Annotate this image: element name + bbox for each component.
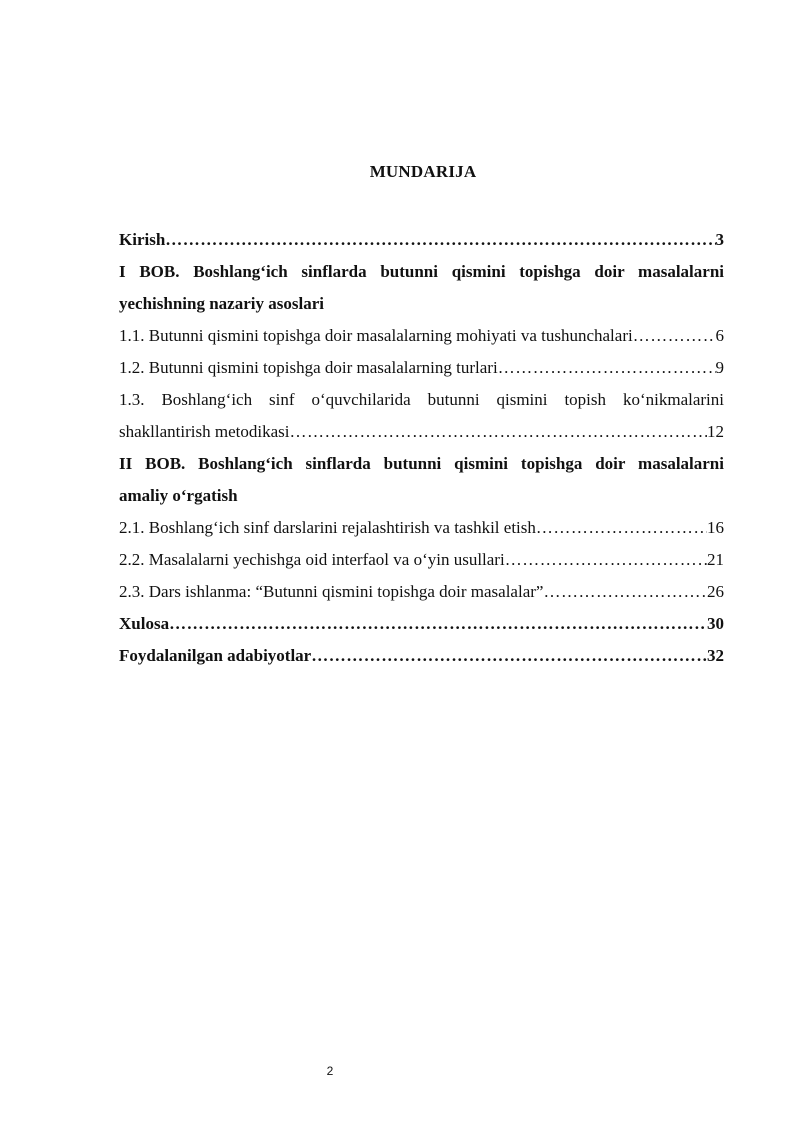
toc-entry-page: 9	[715, 358, 724, 377]
page-title: MUNDARIJA	[369, 162, 477, 181]
toc-section-1-3-line-1[interactable]: 1.3. Boshlang‘ich sinf o‘quvchilarida butunni qismini topish ko‘nikmalarini	[119, 390, 724, 409]
toc-entry-label: 2.2. Masalalarni yechishga oid interfaol va o‘yin usullari	[119, 550, 505, 569]
leader-dots	[633, 320, 716, 352]
toc-entry-page: 6	[715, 326, 724, 345]
toc-chapter-2-line-2[interactable]: amaliy o‘rgatish	[119, 486, 238, 505]
page-number: 2	[326, 1064, 334, 1078]
toc-entry-label: 2.1. Boshlang‘ich sinf darslarini rejalashtirish va tashkil etish	[119, 518, 536, 537]
toc-entry-kirish[interactable]	[119, 224, 724, 256]
leader-dots	[505, 544, 707, 576]
toc-entry-xulosa[interactable]	[119, 608, 724, 640]
leader-dots	[169, 608, 707, 640]
toc-entry-label: Foydalanilgan adabiyotlar	[119, 646, 312, 665]
toc-chapter-1-line-1[interactable]: I BOB. Boshlang‘ich sinflarda butunni qismini topishga doir masalalarni	[119, 262, 724, 281]
leader-dots	[289, 416, 707, 448]
toc-entry-label: 1.1. Butunni qismini topishga doir masalalarning mohiyati va tushunchalari	[119, 326, 633, 345]
toc-entry-page: 12	[707, 422, 724, 441]
toc-section-1-3-line-2[interactable]	[119, 416, 724, 448]
table-of-contents	[119, 224, 724, 672]
leader-dots	[536, 512, 707, 544]
toc-entry-label: 2.3. Dars ishlanma: “Butunni qismini topishga doir masalalar”	[119, 582, 544, 601]
leader-dots	[311, 640, 707, 672]
toc-section-1-1[interactable]	[119, 320, 724, 352]
leader-dots	[498, 352, 716, 384]
leader-dots	[165, 224, 715, 256]
toc-entry-adabiyotlar[interactable]	[119, 640, 724, 672]
toc-entry-page: 3	[715, 230, 724, 249]
toc-entry-page: 32	[707, 646, 724, 665]
toc-entry-label: Kirish	[119, 230, 166, 249]
toc-entry-page: 21	[707, 550, 724, 569]
toc-chapter-1-line-2[interactable]: yechishning nazariy asoslari	[119, 294, 324, 313]
toc-section-1-2[interactable]	[119, 352, 724, 384]
toc-entry-page: 26	[707, 582, 724, 601]
leader-dots	[543, 576, 707, 608]
toc-section-2-2[interactable]	[119, 544, 724, 576]
toc-entry-page: 30	[707, 614, 724, 633]
toc-chapter-2-line-1[interactable]: II BOB. Boshlang‘ich sinflarda butunni qismini topishga doir masalalarni	[119, 454, 724, 473]
toc-entry-label: 1.2. Butunni qismini topishga doir masalalarning turlari	[119, 358, 498, 377]
toc-entry-page: 16	[707, 518, 724, 537]
toc-entry-label: shakllantirish metodikasi	[119, 422, 290, 441]
toc-entry-label: Xulosa	[119, 614, 170, 633]
toc-section-2-3[interactable]	[119, 576, 724, 608]
toc-section-2-1[interactable]	[119, 512, 724, 544]
